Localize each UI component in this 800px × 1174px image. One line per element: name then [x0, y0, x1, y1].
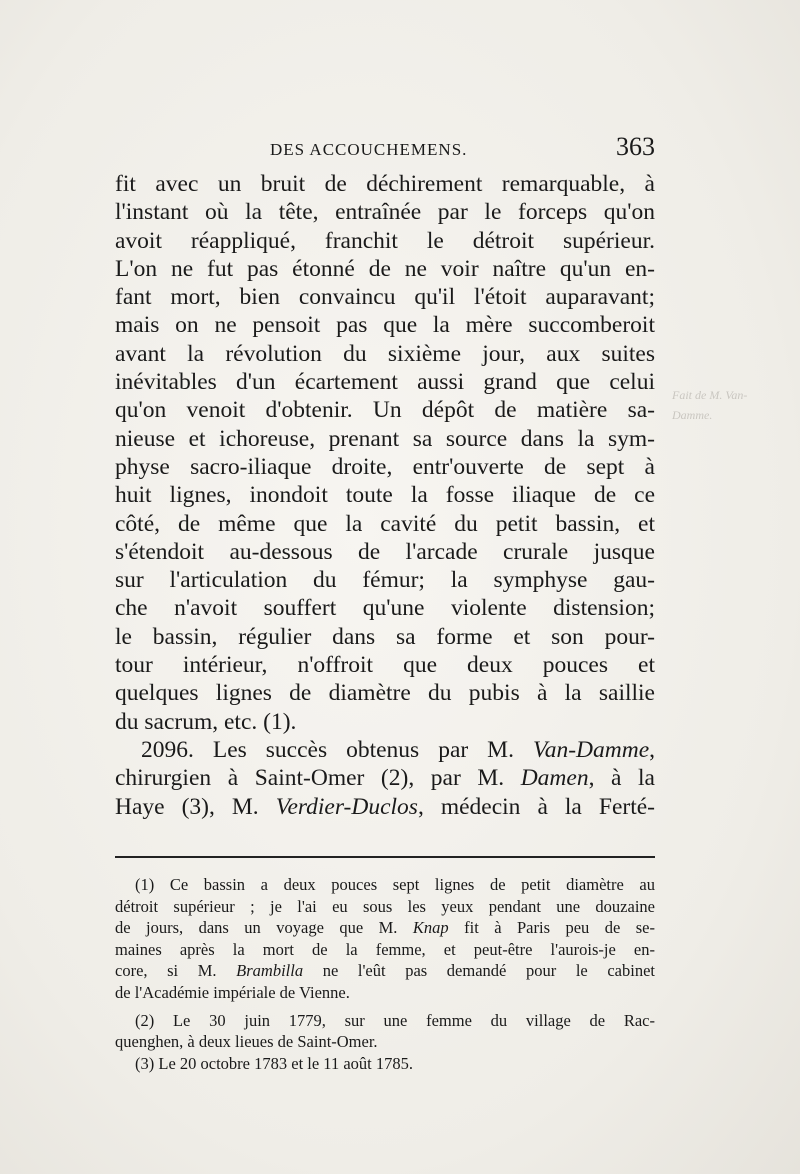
footnote-1-line — [115, 917, 655, 939]
body-line: le bassin, régulier dans sa forme et son pour- — [115, 623, 655, 650]
page-header — [115, 132, 655, 172]
body-line: du sacrum, etc. (1). — [115, 708, 297, 735]
body-line: che n'avoit souffert qu'une violente distension; — [115, 595, 655, 622]
text-run: , médecin à la Ferté- — [417, 793, 655, 820]
text-run: Haye (3), M. — [115, 793, 276, 820]
footnote-1-line: maines après la mort de la femme, et peut-être l'aurois-je en- — [115, 939, 655, 959]
text-run: fit à Paris peu de se- — [448, 918, 655, 938]
footnote-2-line: quenghen, à deux lieues de Saint-Omer. — [115, 1032, 378, 1052]
body-line: inévitables d'un écartement aussi grand que celui — [115, 369, 655, 396]
name-brambilla: Brambilla — [236, 961, 304, 981]
body-line: mais on ne pensoit pas que la mère succomberoit — [115, 312, 655, 339]
text-run: , à la — [588, 765, 655, 792]
paragraph-2096-line — [115, 764, 655, 792]
margin-note: Fait de M. Van-Damme. — [672, 388, 748, 422]
text-run: core, si M. — [115, 961, 237, 981]
body-line: nieuse et ichoreuse, prenant sa source dans la sym- — [115, 425, 655, 452]
text-run: 2096. Les succès obtenus par M. — [141, 736, 533, 763]
page-number: 363 — [616, 132, 655, 161]
text-run: , — [649, 736, 655, 763]
footnote-3-line: (3) Le 20 octobre 1783 et le 11 août 1785. — [135, 1053, 413, 1073]
name-verdier-duclos: Verdier-Duclos — [275, 793, 418, 820]
body-line: fant mort, bien convaincu qu'il l'étoit auparavant; — [115, 284, 655, 311]
footnote-2-line: (2) Le 30 juin 1779, sur une femme du village de Rac- — [135, 1010, 655, 1030]
body-line: fit avec un bruit de déchirement remarquable, à — [115, 171, 655, 197]
body-line: qu'on venoit d'obtenir. Un dépôt de matière sa- — [115, 397, 655, 424]
body-line: L'on ne fut pas étonné de ne voir naître qu'un en- — [115, 255, 655, 282]
name-van-damme: Van-Damme — [532, 736, 650, 763]
text-run: de jours, dans un voyage que M. — [115, 918, 413, 938]
body-line: côté, de même que la cavité du petit bassin, et — [115, 510, 655, 537]
paragraph-2096-line — [115, 736, 655, 764]
body-line: huit lignes, inondoit toute la fosse iliaque de ce — [115, 482, 655, 509]
body-line: physe sacro-iliaque droite, entr'ouverte de sept à — [115, 453, 655, 480]
name-damen: Damen — [520, 765, 589, 792]
running-head: DES ACCOUCHEMENS. — [270, 140, 468, 159]
body-line: sur l'articulation du fémur; la symphyse gau- — [115, 567, 655, 594]
text-run: chirurgien à Saint-Omer (2), par M. — [115, 765, 521, 792]
footnote-rule — [115, 856, 655, 858]
body-text — [115, 170, 655, 821]
paragraph-2096-line — [115, 793, 655, 821]
footnotes — [115, 874, 655, 1074]
body-line: quelques lignes de diamètre du pubis à la saillie — [115, 680, 655, 707]
body-line: s'étendoit au-dessous de l'arcade crurale jusque — [115, 538, 655, 565]
footnote-1-line: détroit supérieur ; je l'ai eu sous les yeux pendant une douzaine — [115, 896, 655, 916]
footnote-1-line — [115, 960, 655, 982]
body-line: avant la révolution du sixième jour, aux suites — [115, 340, 655, 367]
text-run: ne l'eût pas demandé pour le cabinet — [303, 961, 655, 981]
body-line: tour intérieur, n'offroit que deux pouces et — [115, 652, 655, 679]
footnote-1-line: de l'Académie impériale de Vienne. — [115, 982, 350, 1002]
body-line: l'instant où la tête, entraînée par le forceps qu'on — [115, 199, 655, 226]
footnote-1-line: (1) Ce bassin a deux pouces sept lignes de petit diamètre au — [135, 875, 655, 894]
name-knap: Knap — [412, 918, 449, 938]
body-line: avoit réappliqué, franchit le détroit supérieur. — [115, 227, 655, 254]
